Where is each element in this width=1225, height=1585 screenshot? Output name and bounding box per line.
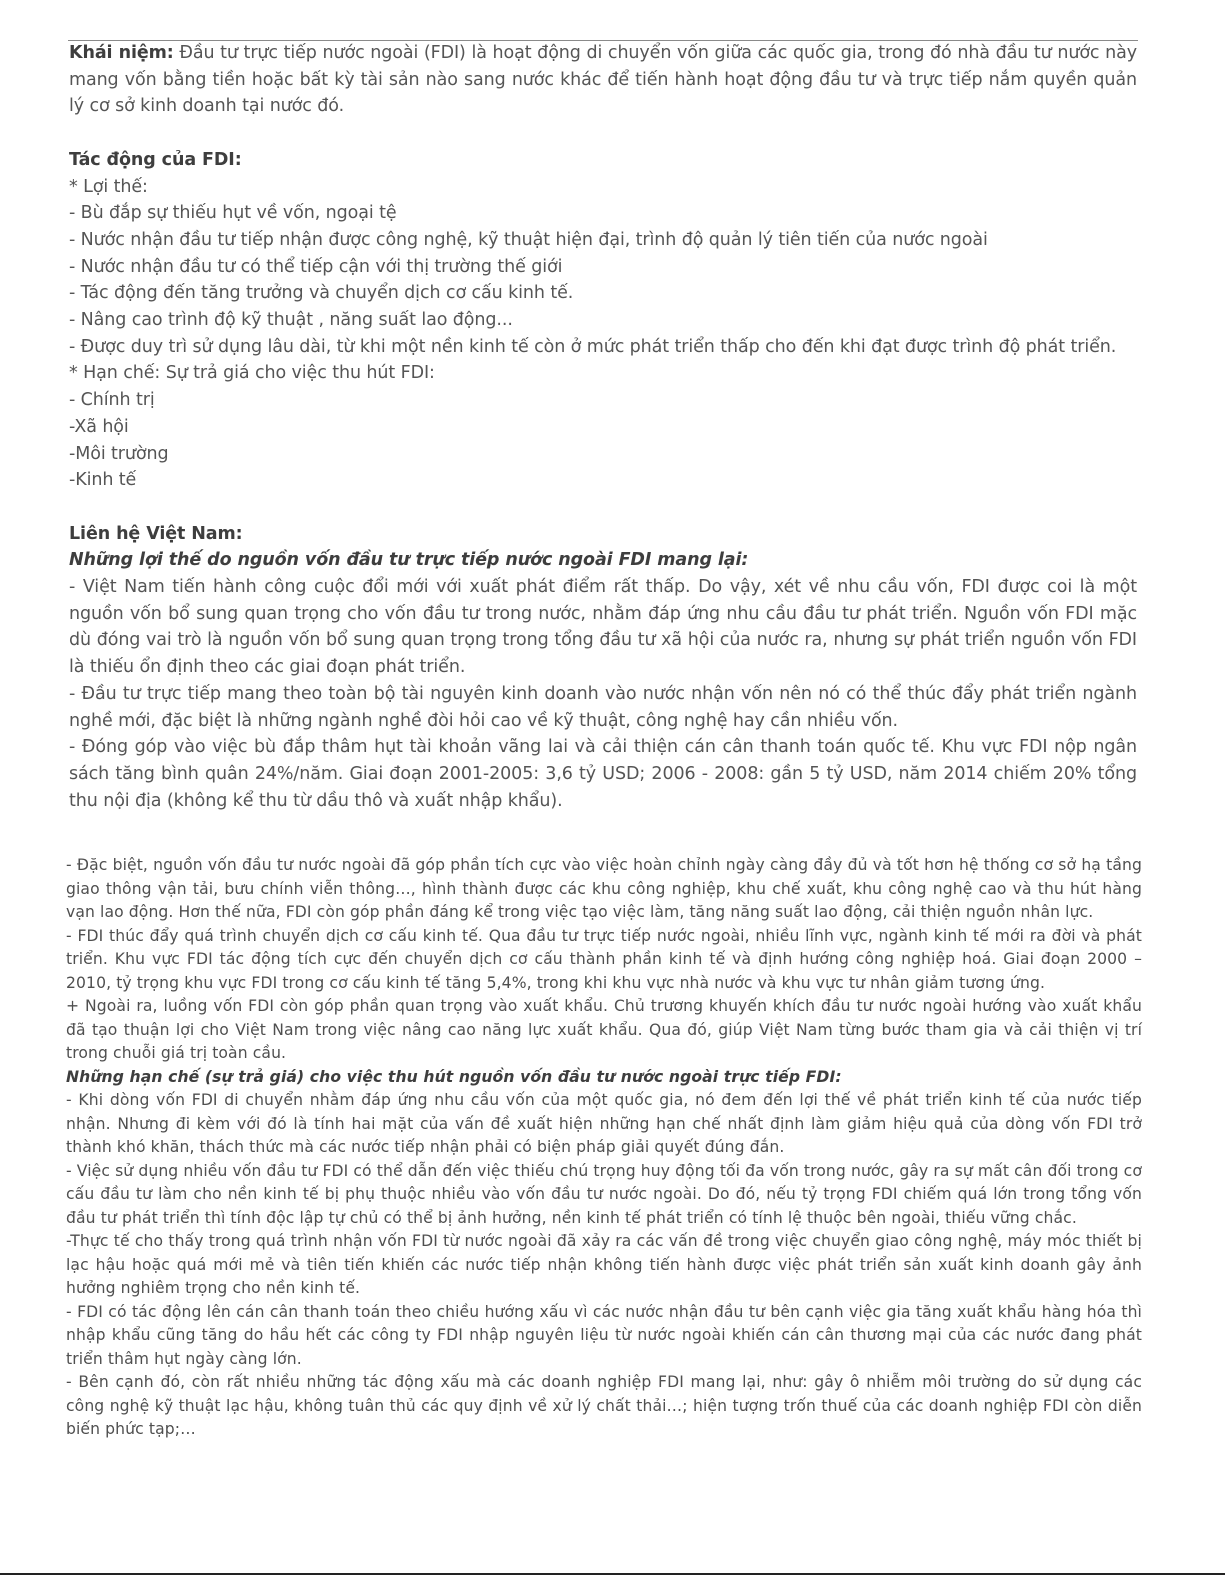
benefit-paragraph: - Việt Nam tiến hành công cuộc đổi mới với xuất phát điểm rất thấp. Do vậy, xét về nhu cầu vốn, FDI được coi là một nguồn vốn bổ sung quan trọng cho vốn đầu tư trong nước, nhằm đáp ứng nhu cầu đầu tư phát triển. Nguồn vốn FDI mặc dù đóng vai trò là nguồn vốn bổ sung quan trọng trong tổng đầu tư xã hội của nước ra, nhưng sự phát triển nguồn vốn FDI là thiếu ổn định theo các giai đoạn phát triển. bbox=[69, 577, 1137, 678]
limit-item: -Môi trường bbox=[69, 443, 169, 464]
drawback-paragraph: - Khi dòng vốn FDI di chuyển nhằm đáp ứng nhu cầu vốn của một quốc gia, nó đem đến lợi thế về phát triển kinh tế của nước tiếp nhận. Nhưng đi kèm với đó là tính hai mặt của vấn đề xuất hiện những hạn chế nhất định làm giảm hiệu quả của dòng vốn FDI trở thành khó khăn, thách thức mà các nước tiếp nhận phải có biện pháp giải quyết đúng đắn. bbox=[66, 1091, 1142, 1156]
lower-section bbox=[66, 854, 1142, 1442]
limits-label: * Hạn chế: Sự trả giá cho việc thu hút FDI: bbox=[69, 363, 435, 384]
benefit-paragraph: - Đầu tư trực tiếp mang theo toàn bộ tài nguyên kinh doanh vào nước nhận vốn nên nó có thể thúc đẩy phát triển ngành nghề mới, đặc biệt là những ngành nghề đòi hỏi cao về kỹ thuật, công nghệ hay cần nhiều vốn. bbox=[69, 683, 1137, 731]
benefits-heading: Những lợi thế do nguồn vốn đầu tư trực tiếp nước ngoài FDI mang lại: bbox=[69, 550, 749, 571]
benefit-paragraph: + Ngoài ra, luồng vốn FDI còn góp phần quan trọng vào xuất khẩu. Chủ trương khuyến khích đầu tư nước ngoài hướng vào xuất khẩu đã tạo thuận lợi cho Việt Nam trong việc nâng cao năng lực xuất khẩu. Qua đó, giúp Việt Nam từng bước tham gia và cải thiện vị trí trong chuỗi giá trị toàn cầu. bbox=[66, 997, 1142, 1062]
impact-heading: Tác động của FDI: bbox=[69, 149, 242, 170]
limit-item: - Chính trị bbox=[69, 390, 155, 411]
benefit-paragraph: - Đóng góp vào việc bù đắp thâm hụt tài khoản vãng lai và cải thiện cán cân thanh toán quốc tế. Khu vực FDI nộp ngân sách tăng bình quân 24%/năm. Giai đoạn 2001-2005: 3,6 tỷ USD; 2006 - 2008: gần 5 tỷ USD, năm 2014 chiếm 20% tổng thu nội địa (không kể thu từ dầu thô và xuất nhập khẩu). bbox=[69, 737, 1137, 811]
advantage-item: - Nước nhận đầu tư có thể tiếp cận với thị trường thế giới bbox=[69, 256, 563, 277]
drawbacks-heading: Những hạn chế (sự trả giá) cho việc thu hút nguồn vốn đầu tư nước ngoài trực tiếp FDI: bbox=[66, 1067, 842, 1086]
limit-item: -Xã hội bbox=[69, 416, 129, 437]
limit-item: -Kinh tế bbox=[69, 470, 137, 491]
drawback-paragraph: - Bên cạnh đó, còn rất nhiều những tác động xấu mà các doanh nghiệp FDI mang lại, như: gây ô nhiễm môi trường do sử dụng các công nghệ kỹ thuật lạc hậu, không tuân thủ các quy định về xử lý chất thải…; hiện tượng trốn thuế của các doanh nghiệp FDI còn diễn biến phức tạp;… bbox=[66, 1373, 1142, 1438]
upper-section bbox=[69, 40, 1137, 814]
drawback-paragraph: -Thực tế cho thấy trong quá trình nhận vốn FDI từ nước ngoài đã xảy ra các vấn đề trong việc chuyển giao công nghệ, máy móc thiết bị lạc hậu hoặc quá mới mẻ và tiên tiến khiến các nước tiếp nhận không tiến hành được việc phát triển sản xuất kinh doanh gây ảnh hưởng nghiêm trọng cho nền kinh tế. bbox=[66, 1232, 1142, 1297]
benefit-paragraph: - FDI thúc đẩy quá trình chuyển dịch cơ cấu kinh tế. Qua đầu tư trực tiếp nước ngoài, nhiều lĩnh vực, ngành kinh tế mới ra đời và phát triển. Khu vực FDI tác động tích cực đến chuyển dịch cơ cấu thành phần kinh tế và định hướng công nghiệp hoá. Giai đoạn 2000 – 2010, tỷ trọng khu vực FDI trong cơ cấu kinh tế tăng 5,4%, trong khi khu vực nhà nước và khu vực tư nhân giảm tương ứng. bbox=[66, 926, 1142, 992]
advantage-item: - Được duy trì sử dụng lâu dài, từ khi một nền kinh tế còn ở mức phát triển thấp cho đến khi đạt được trình độ phát triển. bbox=[69, 336, 1117, 357]
concept-paragraph bbox=[69, 40, 1137, 120]
advantage-item: - Bù đắp sự thiếu hụt về vốn, ngoại tệ bbox=[69, 203, 397, 224]
drawback-paragraph: - Việc sử dụng nhiều vốn đầu tư FDI có thể dẫn đến việc thiếu chú trọng huy động tối đa vốn trong nước, gây ra sự mất cân đối trong cơ cấu đầu tư làm cho nền kinh tế bị phụ thuộc nhiều vào vốn đầu tư nước ngoài. Do đó, nếu tỷ trọng FDI chiếm quá lớn trong tổng vốn đầu tư phát triển thì tính độc lập tự chủ có thể bị ảnh hưởng, nền kinh tế phát triển có tính lệ thuộc bên ngoài, thiếu vững chắc. bbox=[66, 1161, 1142, 1227]
concept-label: Khái niệm: bbox=[69, 43, 174, 63]
advantage-item: - Nước nhận đầu tư tiếp nhận được công nghệ, kỹ thuật hiện đại, trình độ quản lý tiên tiến của nước ngoài bbox=[69, 229, 988, 250]
advantage-item: - Nâng cao trình độ kỹ thuật , năng suất lao động... bbox=[69, 310, 513, 331]
benefit-paragraph: - Đặc biệt, nguồn vốn đầu tư nước ngoài đã góp phần tích cực vào việc hoàn chỉnh ngày càng đầy đủ và tốt hơn hệ thống cơ sở hạ tầng giao thông vận tải, bưu chính viễn thông…, hình thành được các khu công nghiệp, khu chế xuất, khu công nghệ cao và thu hút hàng vạn lao động. Hơn thế nữa, FDI còn góp phần đáng kể trong việc tạo việc làm, tăng năng suất lao động, cải thiện nguồn nhân lực. bbox=[66, 856, 1142, 921]
concept-text: Đầu tư trực tiếp nước ngoài (FDI) là hoạt động di chuyển vốn giữa các quốc gia, trong đó nhà đầu tư nước này mang vốn bằng tiền hoặc bất kỳ tài sản nào sang nước khác để tiến hành hoạt động đầu tư và trực tiếp nắm quyền quản lý cơ sở kinh doanh tại nước đó. bbox=[69, 43, 1137, 117]
advantages-label: * Lợi thế: bbox=[69, 176, 148, 197]
bottom-divider bbox=[0, 1573, 1225, 1575]
advantage-item: - Tác động đến tăng trưởng và chuyển dịch cơ cấu kinh tế. bbox=[69, 283, 574, 304]
vietnam-heading: Liên hệ Việt Nam: bbox=[69, 523, 243, 544]
drawback-paragraph: - FDI có tác động lên cán cân thanh toán theo chiều hướng xấu vì các nước nhận đầu tư bên cạnh việc gia tăng xuất khẩu hàng hóa thì nhập khẩu cũng tăng do hầu hết các công ty FDI nhập nguyên liệu từ nước ngoài khiến cán cân thương mại của các nước đang phát triển thâm hụt ngày càng lớn. bbox=[66, 1302, 1142, 1368]
